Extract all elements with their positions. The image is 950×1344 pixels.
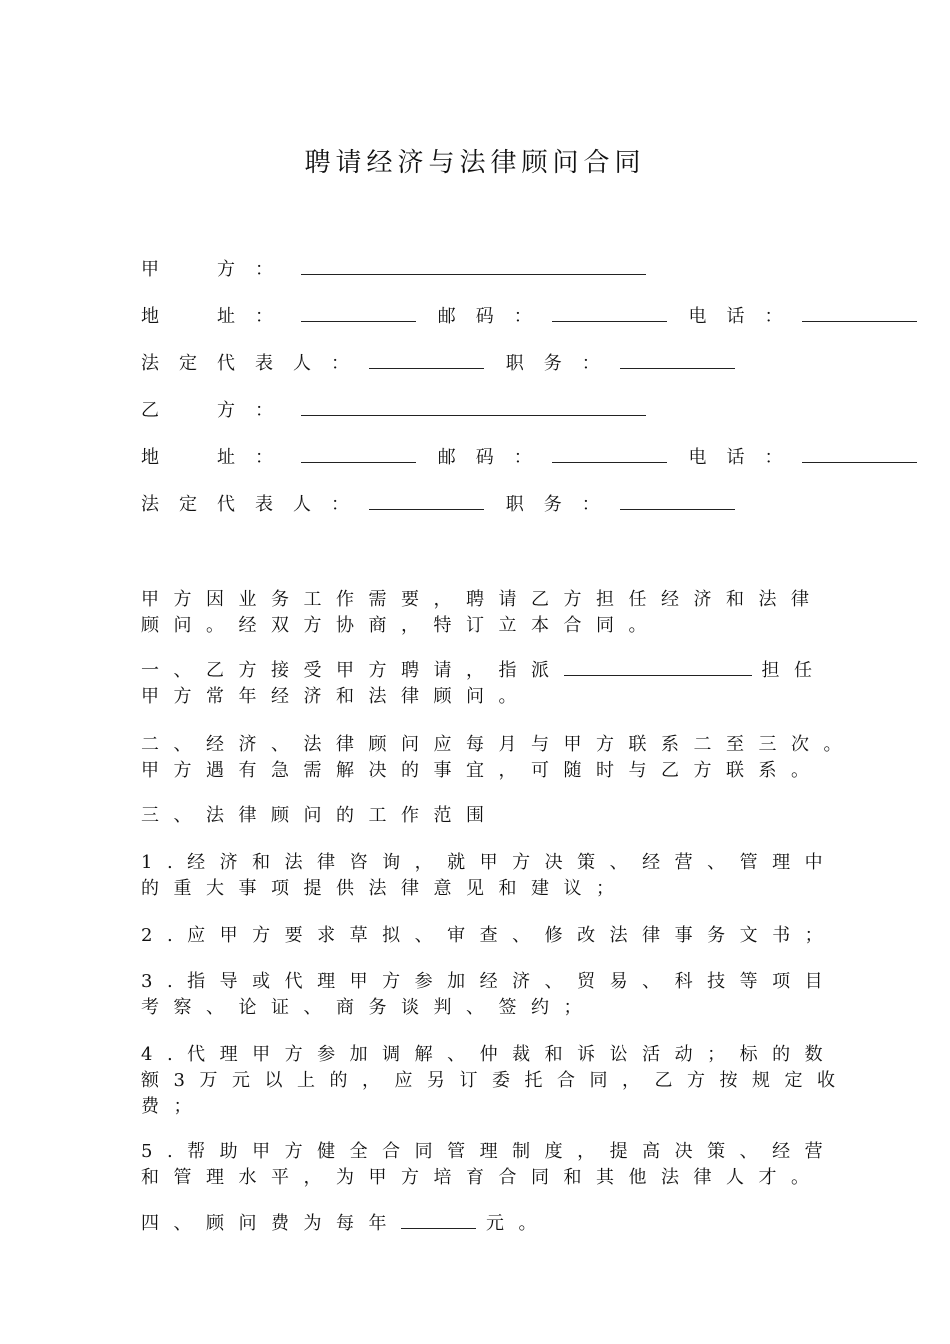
party-b-phone-label: 电话： (688, 447, 803, 468)
paragraph-line: 费； (141, 1096, 206, 1117)
party-a-name-blank (301, 258, 646, 275)
paragraph-line: 的重大事项提供法律意见和建议； (141, 878, 629, 899)
paragraph-line: 二、经济、法律顾问应每月与甲方联系二至三次。 (141, 734, 856, 755)
party-a-title-blank (620, 352, 735, 369)
party-a-name-line (141, 258, 646, 282)
intro-paragraph (141, 587, 861, 639)
paragraph-line: 甲方常年经济和法律顾问。 (141, 686, 531, 707)
paragraph-line: 顾问。经双方协商，特订立本合同。 (141, 615, 661, 636)
party-b-title-blank (620, 493, 735, 510)
party-b-zip-label: 邮码： (437, 447, 552, 468)
party-b-name-blank (301, 399, 646, 416)
party-b-zip-blank (552, 446, 667, 463)
party-a-phone-blank (802, 305, 917, 322)
paragraph-line: 5.帮助甲方健全合同管理制度，提高决策、经营 (141, 1141, 838, 1162)
party-a-rep-line (141, 352, 735, 376)
party-a-rep-label: 法定代表人： (141, 353, 369, 374)
party-a-zip-blank (552, 305, 667, 322)
party-a-address-label: 地 址： (141, 306, 293, 327)
document-title: 聘请经济与法律顾问合同 (304, 148, 646, 178)
party-b-name-line (141, 399, 646, 423)
paragraph-line: 甲方遇有急需解决的事宜，可随时与乙方联系。 (141, 760, 824, 781)
scope-item-3 (141, 969, 861, 1021)
party-b-address-label: 地 址： (141, 447, 293, 468)
clause-3-heading (141, 803, 861, 829)
party-a-name-label: 甲 方： (141, 259, 293, 280)
party-b-rep-line (141, 493, 735, 517)
clause-4-text-a: 四、顾问费为每年 (141, 1213, 401, 1234)
party-b-rep-blank (369, 493, 484, 510)
party-b-title-label: 职务： (505, 494, 620, 515)
paragraph-line: 2.应甲方要求草拟、审查、修改法律事务文书； (141, 925, 838, 946)
fee-blank (401, 1214, 476, 1229)
party-a-zip-label: 邮码： (437, 306, 552, 327)
paragraph-line: 和管理水平，为甲方培育合同和其他法律人才。 (141, 1167, 824, 1188)
party-a-title-label: 职务： (505, 353, 620, 374)
paragraph-line: 3.指导或代理甲方参加经济、贸易、科技等项目 (141, 971, 838, 992)
scope-item-2 (141, 923, 861, 949)
paragraph-line: 1.经济和法律咨询，就甲方决策、经营、管理中 (141, 852, 838, 873)
paragraph-line: 三、法律顾问的工作范围 (141, 805, 499, 826)
party-a-address-line (141, 305, 917, 329)
clause-4-text-b: 元。 (486, 1213, 551, 1234)
paragraph-line (141, 1211, 861, 1237)
paragraph-line: 甲方因业务工作需要，聘请乙方担任经济和法律 (141, 589, 824, 610)
party-a-address-blank (301, 305, 416, 322)
paragraph-line: 额3万元以上的，应另订委托合同，乙方按规定收 (141, 1070, 850, 1091)
party-b-phone-blank (802, 446, 917, 463)
party-b-address-line (141, 446, 917, 470)
appointee-blank (564, 661, 752, 676)
clause-4 (141, 1211, 861, 1237)
clause-1-text-a: 一、乙方接受甲方聘请，指派 (141, 660, 564, 681)
paragraph-line: 4.代理甲方参加调解、仲裁和诉讼活动；标的数 (141, 1044, 838, 1065)
clause-2 (141, 732, 861, 784)
paragraph-line (141, 658, 861, 684)
scope-item-1 (141, 850, 861, 902)
scope-item-4 (141, 1042, 861, 1120)
clause-1-text-b: 担任 (761, 660, 827, 681)
party-b-address-blank (301, 446, 416, 463)
clause-1 (141, 658, 861, 710)
paragraph-line: 考察、论证、商务谈判、签约； (141, 997, 596, 1018)
party-b-name-label: 乙 方： (141, 400, 293, 421)
party-b-rep-label: 法定代表人： (141, 494, 369, 515)
party-a-rep-blank (369, 352, 484, 369)
party-a-phone-label: 电话： (688, 306, 803, 327)
scope-item-5 (141, 1139, 861, 1191)
